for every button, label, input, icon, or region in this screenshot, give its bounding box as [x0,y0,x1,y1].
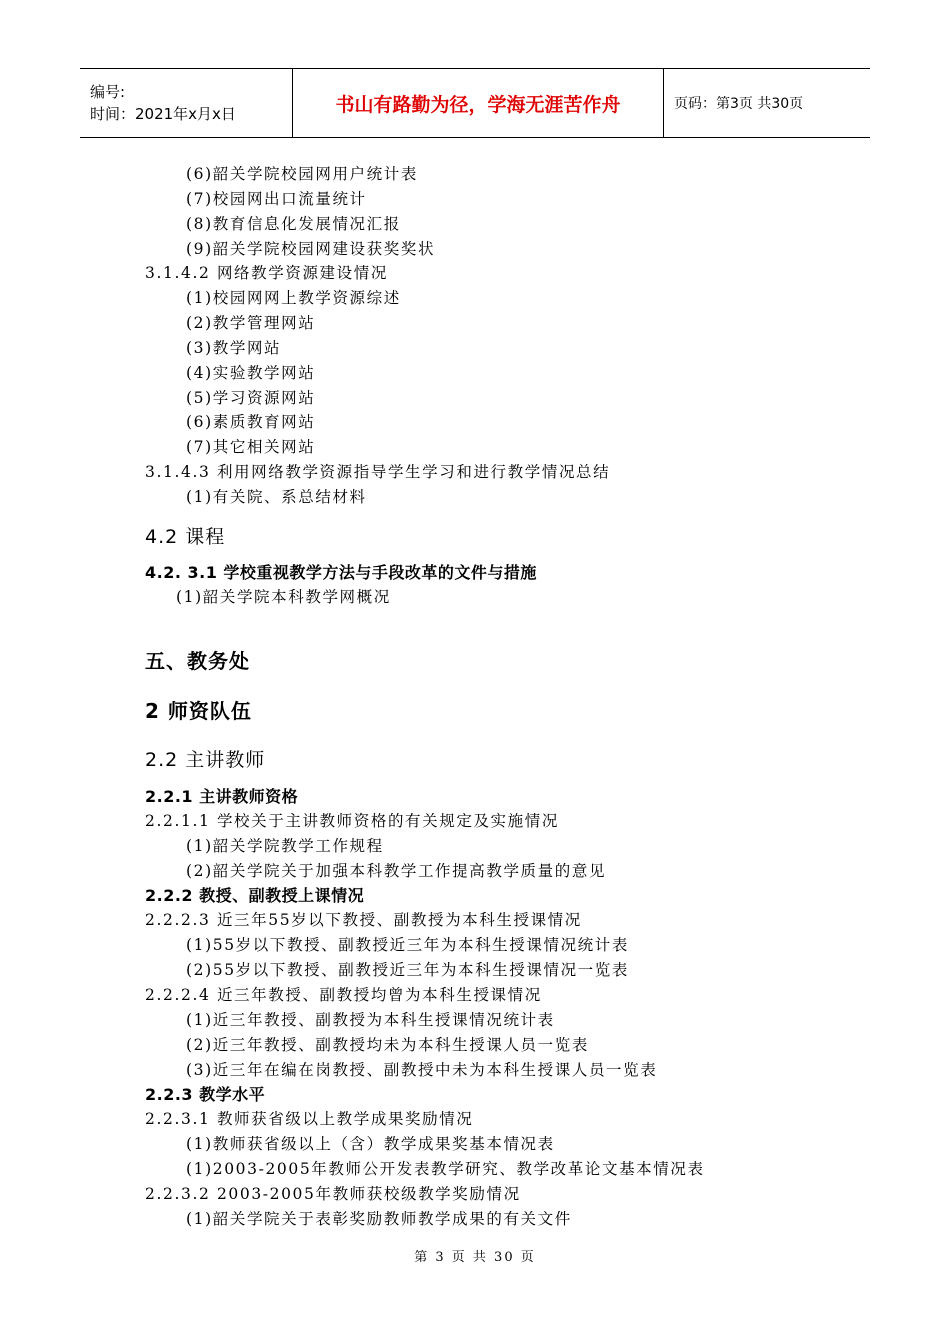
list-item: (1)2003-2005年教师公开发表教学研究、教学改革论文基本情况表 [186,1160,705,1178]
list-item: (1)韶关学院关于表彰奖励教师教学成果的有关文件 [186,1210,572,1228]
bold-heading: 2.2.3 教学水平 [145,1085,266,1104]
bold-heading: 2.2.2 教授、副教授上课情况 [145,886,365,905]
list-item: (1)韶关学院本科教学网概况 [176,588,391,606]
list-item: (1)校园网网上教学资源综述 [186,289,401,307]
section-heading: 2.2 主讲教师 [145,749,266,771]
page-label: 页码：第3页 共30页 [674,96,804,112]
list-item: (5)学习资源网站 [186,389,316,407]
list-item: (1)韶关学院教学工作规程 [186,837,384,855]
time-label: 时间：2021年x月x日 [90,105,236,123]
subsection-title: 2.2.3.1 教师获省级以上教学成果奖励情况 [145,1110,474,1128]
list-item: (3)教学网站 [186,339,282,357]
header-meta [80,69,293,137]
subsection-title: 2.2.2.3 近三年55岁以下教授、副教授为本科生授课情况 [145,911,582,929]
list-item: (7)校园网出口流量统计 [186,190,367,208]
list-item: (6)素质教育网站 [186,413,316,431]
header-page [664,69,870,137]
list-item: (6)韶关学院校园网用户统计表 [186,165,418,183]
list-item: (2)韶关学院关于加强本科教学工作提高教学质量的意见 [186,862,607,880]
list-item: (9)韶关学院校园网建设获奖奖状 [186,240,436,258]
page-footer: 第 3 页 共 30 页 [414,1250,536,1265]
subsection-title: 2.2.3.2 2003-2005年教师获校级教学奖励情况 [145,1185,521,1203]
header-motto [293,69,664,137]
list-item: (7)其它相关网站 [186,438,316,456]
subsection-title: 3.1.4.3 利用网络教学资源指导学生学习和进行教学情况总结 [145,463,611,481]
list-item: (2)教学管理网站 [186,314,316,332]
list-item: (8)教育信息化发展情况汇报 [186,215,401,233]
chapter-heading: 2 师资队伍 [145,699,252,723]
list-item: (4)实验教学网站 [186,364,316,382]
motto-text: 书山有路勤为径，学海无涯苦作舟 [335,93,621,116]
list-item: (3)近三年在编在岗教授、副教授中未为本科生授课人员一览表 [186,1061,658,1079]
list-item: (2)55岁以下教授、副教授近三年为本科生授课情况一览表 [186,961,629,979]
subsection-title: 2.2.1.1 学校关于主讲教师资格的有关规定及实施情况 [145,812,559,830]
section-heading: 4.2 课程 [145,526,226,548]
list-item: (1)近三年教授、副教授为本科生授课情况统计表 [186,1011,555,1029]
chapter-heading: 五、教务处 [145,649,250,673]
number-label: 编号: [90,83,126,101]
list-item: (1)教师获省级以上（含）教学成果奖基本情况表 [186,1135,555,1153]
page-header [80,68,870,138]
list-item: (2)近三年教授、副教授均未为本科生授课人员一览表 [186,1036,589,1054]
list-item: (1)55岁以下教授、副教授近三年为本科生授课情况统计表 [186,936,629,954]
subsection-title: 2.2.2.4 近三年教授、副教授均曾为本科生授课情况 [145,986,542,1004]
list-item: (1)有关院、系总结材料 [186,488,367,506]
subsection-title: 3.1.4.2 网络教学资源建设情况 [145,264,388,282]
bold-heading: 2.2.1 主讲教师资格 [145,787,299,806]
bold-heading: 4.2. 3.1 学校重视教学方法与手段改革的文件与措施 [145,563,537,582]
